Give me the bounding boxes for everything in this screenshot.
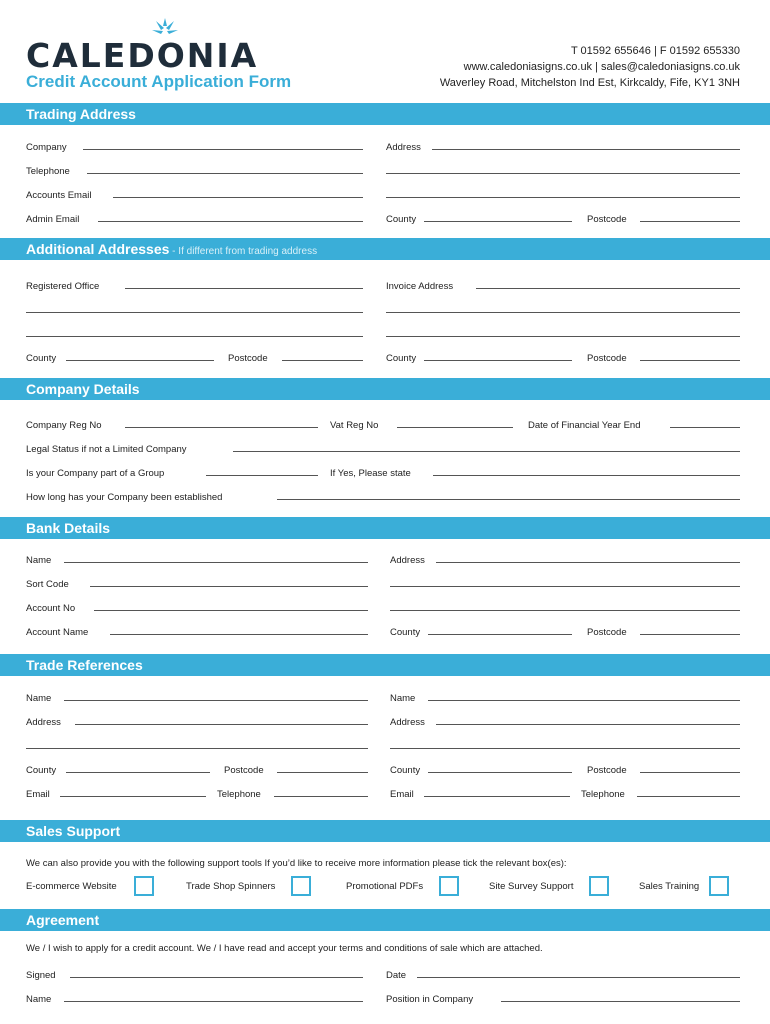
invoice-county-field[interactable] <box>424 360 572 361</box>
ref1-address-label: Address <box>26 717 61 728</box>
ref2-postcode-field[interactable] <box>640 772 740 773</box>
position-label: Position in Company <box>386 994 474 1005</box>
bank-county-label: County <box>390 627 421 638</box>
registered-postcode-field[interactable] <box>282 360 363 361</box>
bank-address-field-3[interactable] <box>390 610 740 611</box>
support-option-label: Site Survey Support <box>489 881 574 892</box>
telephone-field[interactable] <box>87 173 363 174</box>
ref2-address-label: Address <box>390 717 425 728</box>
registered-office-label: Registered Office <box>26 281 100 292</box>
financial-year-end-field[interactable] <box>670 427 740 428</box>
trading-address-field-3[interactable] <box>386 197 740 198</box>
vat-reg-no-label: Vat Reg No <box>330 420 379 431</box>
support-option-label: Trade Shop Spinners <box>186 881 276 892</box>
accounts-email-field[interactable] <box>113 197 363 198</box>
shop-spinners-checkbox[interactable] <box>291 876 311 896</box>
contact-web-email: www.caledoniasigns.co.uk | sales@caledoniasigns.co.uk <box>463 61 740 73</box>
company-field[interactable] <box>83 149 363 150</box>
invoice-postcode-field[interactable] <box>640 360 740 361</box>
section-title: Trading Address <box>26 106 136 122</box>
section-title: Additional Addresses <box>26 241 170 257</box>
support-intro: We can also provide you with the following support tools If you’d like to receive more information please tick the relevant box(es): <box>26 858 567 869</box>
ref1-name-field[interactable] <box>64 700 368 701</box>
accounts-email-label: Accounts Email <box>26 190 92 201</box>
invoice-address-field-1[interactable] <box>476 288 740 289</box>
ref2-address-field-2[interactable] <box>390 748 740 749</box>
support-option-label: Promotional PDFs <box>346 881 424 892</box>
ref1-address-field-1[interactable] <box>75 724 368 725</box>
ref1-address-field-2[interactable] <box>26 748 368 749</box>
promotional-pdfs-checkbox[interactable] <box>439 876 459 896</box>
ref1-name-label: Name <box>26 693 52 704</box>
support-option-label: Sales Training <box>639 881 700 892</box>
ref1-email-label: Email <box>26 789 50 800</box>
ref2-telephone-label: Telephone <box>581 789 625 800</box>
bank-address-field-1[interactable] <box>436 562 740 563</box>
ref2-email-field[interactable] <box>424 796 570 797</box>
bank-name-label: Name <box>26 555 52 566</box>
ref2-postcode-label: Postcode <box>587 765 627 776</box>
how-long-label: How long has your Company been established <box>26 492 223 503</box>
sort-code-label: Sort Code <box>26 579 69 590</box>
ref1-telephone-field[interactable] <box>274 796 368 797</box>
registered-office-field-2[interactable] <box>26 312 363 313</box>
account-no-label: Account No <box>26 603 76 614</box>
trading-postcode-field[interactable] <box>640 221 740 222</box>
trading-address-field-1[interactable] <box>432 149 740 150</box>
account-name-field[interactable] <box>110 634 368 635</box>
section-additional-addresses <box>0 238 770 260</box>
section-title: Bank Details <box>26 520 111 536</box>
form-title: Credit Account Application Form <box>26 72 292 91</box>
ref2-telephone-field[interactable] <box>637 796 740 797</box>
signed-label: Signed <box>26 970 56 981</box>
bank-postcode-field[interactable] <box>640 634 740 635</box>
signatory-name-label: Name <box>26 994 52 1005</box>
section-company-details <box>0 378 770 400</box>
ref1-postcode-field[interactable] <box>277 772 368 773</box>
section-title: Agreement <box>26 912 100 928</box>
site-survey-checkbox[interactable] <box>589 876 609 896</box>
invoice-address-field-2[interactable] <box>386 312 740 313</box>
section-trading-address <box>0 103 770 125</box>
ecommerce-checkbox[interactable] <box>134 876 154 896</box>
signatory-name-field[interactable] <box>64 1001 363 1002</box>
telephone-label: Telephone <box>26 166 70 177</box>
ref2-county-field[interactable] <box>428 772 572 773</box>
registered-county-field[interactable] <box>66 360 214 361</box>
ref2-name-label: Name <box>390 693 416 704</box>
trading-county-field[interactable] <box>424 221 572 222</box>
company-reg-no-field[interactable] <box>125 427 318 428</box>
ref1-telephone-label: Telephone <box>217 789 261 800</box>
ref1-postcode-label: Postcode <box>224 765 264 776</box>
admin-email-label: Admin Email <box>26 214 80 225</box>
bank-county-field[interactable] <box>428 634 572 635</box>
company-logo <box>26 36 258 75</box>
section-title: Sales Support <box>26 823 121 839</box>
position-field[interactable] <box>501 1001 740 1002</box>
invoice-address-field-3[interactable] <box>386 336 740 337</box>
legal-status-label: Legal Status if not a Limited Company <box>26 444 187 455</box>
section-agreement <box>0 909 770 931</box>
bank-address-field-2[interactable] <box>390 586 740 587</box>
invoice-postcode-label: Postcode <box>587 353 627 364</box>
vat-reg-no-field[interactable] <box>397 427 513 428</box>
financial-year-end-label: Date of Financial Year End <box>528 420 641 431</box>
bank-name-field[interactable] <box>64 562 368 563</box>
ref2-address-field-1[interactable] <box>436 724 740 725</box>
trading-address-label: Address <box>386 142 421 153</box>
if-yes-field[interactable] <box>433 475 740 476</box>
registered-postcode-label: Postcode <box>228 353 268 364</box>
ref1-county-label: County <box>26 765 57 776</box>
sort-code-field[interactable] <box>90 586 368 587</box>
invoice-county-label: County <box>386 353 417 364</box>
part-of-group-label: Is your Company part of a Group <box>26 468 165 479</box>
registered-office-field-1[interactable] <box>125 288 363 289</box>
account-name-label: Account Name <box>26 627 89 638</box>
ref2-county-label: County <box>390 765 421 776</box>
how-long-field[interactable] <box>277 499 740 500</box>
account-no-field[interactable] <box>94 610 368 611</box>
ref1-county-field[interactable] <box>66 772 210 773</box>
ref2-name-field[interactable] <box>428 700 740 701</box>
bank-address-label: Address <box>390 555 425 566</box>
section-trade-references <box>0 654 770 676</box>
sales-training-checkbox[interactable] <box>709 876 729 896</box>
company-reg-no-label: Company Reg No <box>26 420 102 431</box>
if-yes-label: If Yes, Please state <box>330 468 411 479</box>
legal-status-field[interactable] <box>233 451 740 452</box>
admin-email-field[interactable] <box>98 221 363 222</box>
support-option-label: E-commerce Website <box>26 881 117 892</box>
date-field[interactable] <box>417 977 740 978</box>
part-of-group-field[interactable] <box>206 475 318 476</box>
contact-phone-fax: T 01592 655646 | F 01592 655330 <box>570 45 740 57</box>
logo-text: CALEDONIA <box>26 36 259 75</box>
section-title: Trade References <box>26 657 143 673</box>
trading-postcode-label: Postcode <box>587 214 627 225</box>
trading-address-field-2[interactable] <box>386 173 740 174</box>
bank-postcode-label: Postcode <box>587 627 627 638</box>
ref1-email-field[interactable] <box>60 796 206 797</box>
invoice-address-label: Invoice Address <box>386 281 454 292</box>
section-title: Company Details <box>26 381 140 397</box>
section-bank-details <box>0 517 770 539</box>
ref2-email-label: Email <box>390 789 414 800</box>
registered-county-label: County <box>26 353 57 364</box>
thistle-icon <box>150 16 180 42</box>
signed-field[interactable] <box>70 977 363 978</box>
section-note: - If different from trading address <box>169 246 318 257</box>
date-label: Date <box>386 970 407 981</box>
section-sales-support <box>0 820 770 842</box>
trading-county-label: County <box>386 214 417 225</box>
agreement-text: We / I wish to apply for a credit account. We / I have read and accept your terms and conditions of sale which are attached. <box>26 943 543 954</box>
company-label: Company <box>26 142 67 153</box>
registered-office-field-3[interactable] <box>26 336 363 337</box>
contact-address: Waverley Road, Mitchelston Ind Est, Kirkcaldy, Fife, KY1 3NH <box>439 77 740 89</box>
